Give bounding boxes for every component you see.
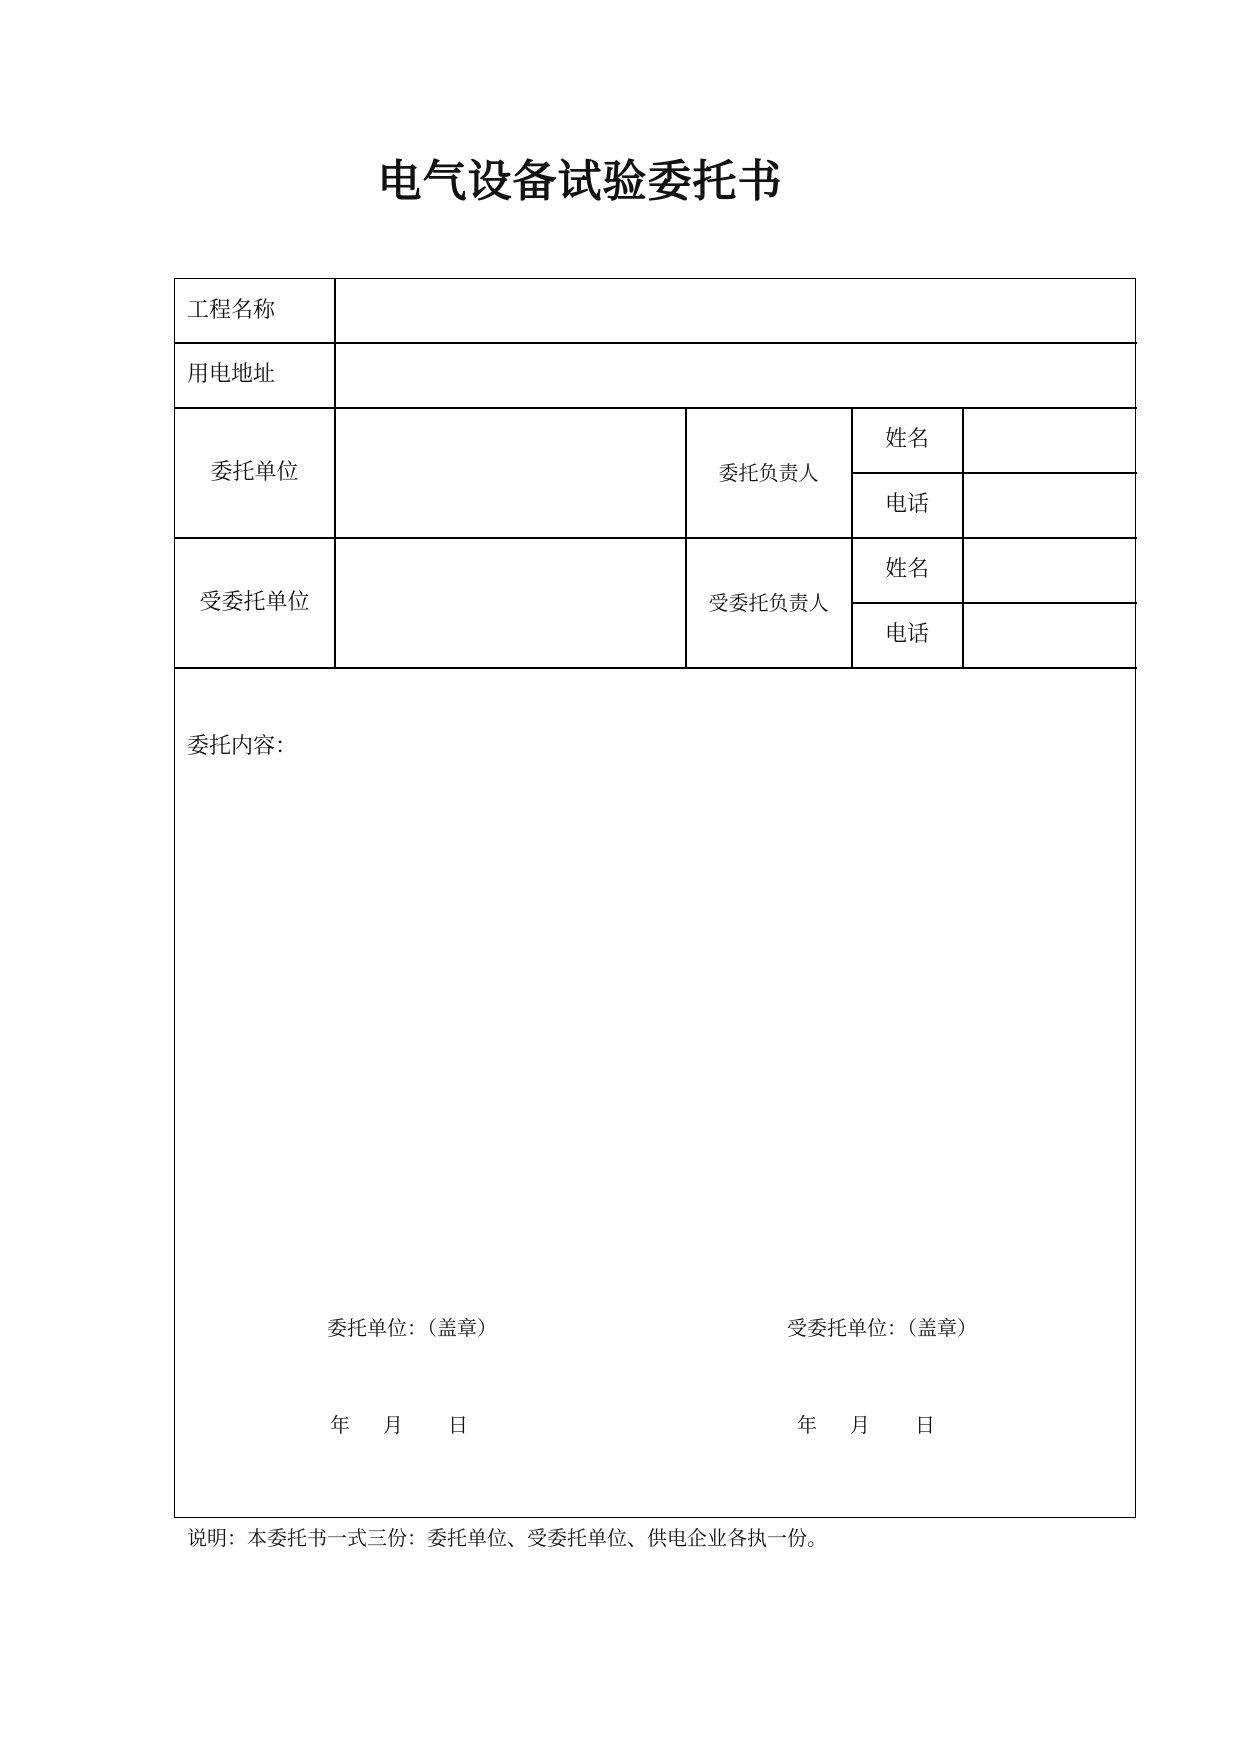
client-unit-label: 委托单位: [210, 459, 299, 485]
commission-form-table: [174, 278, 1136, 1518]
client-date-day: 日: [448, 1413, 468, 1437]
contractor-name-label: 姓名: [884, 557, 929, 582]
client-stamp-label: 委托单位：（盖章）: [327, 1316, 497, 1340]
contractor-unit-field[interactable]: [336, 538, 684, 667]
content-label: 委托内容：: [187, 734, 298, 759]
address-label: 用电地址: [187, 362, 276, 387]
footer-note: 说明：本委托书一式三份：委托单位、受委托单位、供电企业各执一份。: [187, 1526, 827, 1550]
client-unit-field[interactable]: [336, 408, 684, 537]
client-name-label: 姓名: [884, 427, 929, 452]
client-phone-label: 电话: [884, 492, 929, 517]
client-date-month: 月: [383, 1413, 403, 1437]
project-name-field[interactable]: [336, 279, 1136, 342]
contractor-stamp-label: 受委托单位：（盖章）: [787, 1316, 977, 1340]
contractor-unit-label: 受委托单位: [199, 589, 310, 615]
client-date-year: 年: [330, 1413, 350, 1437]
contractor-phone-field[interactable]: [964, 603, 1136, 667]
client-name-field[interactable]: [964, 408, 1136, 472]
contractor-name-field[interactable]: [964, 538, 1136, 602]
contractor-date-day: 日: [915, 1413, 935, 1437]
contractor-date-year: 年: [797, 1413, 817, 1437]
client-phone-field[interactable]: [964, 473, 1136, 537]
content-field[interactable]: [177, 779, 1135, 1279]
contractor-date-month: 月: [850, 1413, 870, 1437]
client-person-label: 委托负责人: [718, 460, 819, 485]
address-field[interactable]: [336, 343, 1136, 407]
row-divider: [175, 667, 1137, 669]
document-title: 电气设备试验委托书: [377, 156, 783, 207]
contractor-phone-label: 电话: [884, 622, 929, 647]
contractor-person-label: 受委托负责人: [708, 590, 829, 615]
project-name-label: 工程名称: [187, 297, 276, 323]
